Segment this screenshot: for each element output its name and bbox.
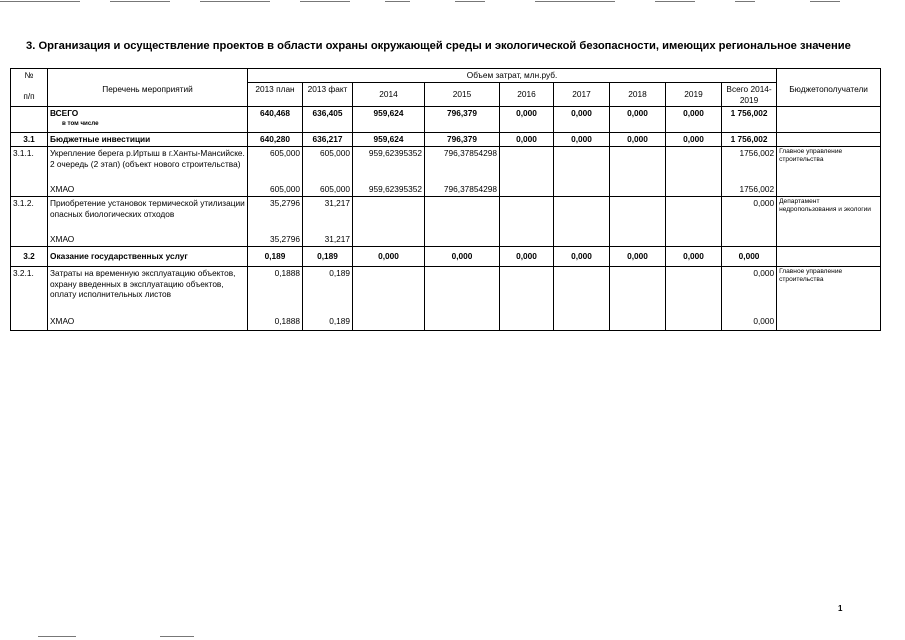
item-sub-name: ХМАО — [48, 233, 248, 247]
item-sub-value: 605,000 — [248, 183, 303, 197]
section-value: 1 756,002 — [722, 133, 777, 147]
item-sub-value: 796,37854298 — [425, 183, 500, 197]
header-num-bottom: п/п — [23, 91, 35, 101]
total-value: 796,379 — [425, 107, 500, 133]
total-num — [11, 107, 48, 133]
item-value — [425, 197, 500, 233]
item-sub-value — [666, 233, 722, 247]
section-value: 0,000 — [722, 247, 777, 267]
item-sub-num — [11, 315, 48, 331]
item-sub-value: 0,189 — [303, 315, 353, 331]
page-number: 1 — [838, 604, 843, 613]
header-cost: Объем затрат, млн.руб. — [248, 69, 777, 83]
total-value: 0,000 — [554, 107, 610, 133]
item-sub-value — [353, 315, 425, 331]
total-value: 959,624 — [353, 107, 425, 133]
item-value: 0,1888 — [248, 267, 303, 315]
item-sub-num — [11, 183, 48, 197]
section-value: 796,379 — [425, 133, 500, 147]
item-sub-value — [554, 183, 610, 197]
item-sub-row — [11, 315, 881, 331]
item-sub-value: 1756,002 — [722, 183, 777, 197]
item-value: 796,37854298 — [425, 147, 500, 183]
section-value: 0,000 — [666, 133, 722, 147]
section-name: Бюджетные инвестиции — [48, 133, 248, 147]
section-value: 0,000 — [610, 133, 666, 147]
item-num: 3.2.1. — [11, 267, 48, 315]
item-sub-value — [610, 315, 666, 331]
section-name: Оказание государственных услуг — [48, 247, 248, 267]
total-value: 0,000 — [500, 107, 554, 133]
total-value: 636,405 — [303, 107, 353, 133]
total-recipient — [777, 107, 881, 133]
section-recipient — [777, 247, 881, 267]
total-value: 1 756,002 — [722, 107, 777, 133]
item-value — [610, 147, 666, 183]
header-year: 2014 — [353, 83, 425, 107]
total-name-cell — [48, 107, 248, 133]
item-value: 35,2796 — [248, 197, 303, 233]
total-row — [11, 107, 881, 133]
section-num: 3.1 — [11, 133, 48, 147]
item-sub-value — [666, 315, 722, 331]
section-row — [11, 133, 881, 147]
section-recipient — [777, 133, 881, 147]
item-num: 3.1.1. — [11, 147, 48, 183]
item-sub-value — [425, 315, 500, 331]
header-num-top: № — [24, 70, 34, 80]
header-row — [11, 69, 881, 83]
item-value: 605,000 — [303, 147, 353, 183]
header-list: Перечень мероприятий — [48, 69, 248, 107]
total-value: 0,000 — [666, 107, 722, 133]
item-value — [500, 147, 554, 183]
item-value — [666, 147, 722, 183]
item-value — [666, 267, 722, 315]
item-value — [500, 267, 554, 315]
item-sub-value — [500, 183, 554, 197]
section-row — [11, 247, 881, 267]
item-row — [11, 267, 881, 315]
item-name: Затраты на временную эксплуатацию объектов, охрану введенных в эксплуатацию объектов, оплату исполнительных листов — [48, 267, 248, 315]
section-value: 959,624 — [353, 133, 425, 147]
section-value: 0,000 — [500, 133, 554, 147]
item-row — [11, 197, 881, 233]
item-value — [554, 197, 610, 233]
item-name: Укрепление берега р.Иртыш в г.Ханты-Мансийске. 2 очередь (2 этап) (объект нового строительства) — [48, 147, 248, 183]
header-year: 2019 — [666, 83, 722, 107]
item-value: 1756,002 — [722, 147, 777, 183]
section-value: 0,000 — [554, 247, 610, 267]
section-value: 0,000 — [500, 247, 554, 267]
item-sub-recipient — [777, 233, 881, 247]
item-sub-value — [554, 233, 610, 247]
section-value: 0,000 — [554, 133, 610, 147]
section-value: 0,000 — [610, 247, 666, 267]
item-value — [425, 267, 500, 315]
header-recipients: Бюджетополучатели — [777, 69, 881, 107]
header-year: 2013 факт — [303, 83, 353, 107]
total-value: 0,000 — [610, 107, 666, 133]
item-sub-value — [610, 183, 666, 197]
item-sub-value — [666, 183, 722, 197]
header-year: 2018 — [610, 83, 666, 107]
item-sub-value: 605,000 — [303, 183, 353, 197]
section-value: 640,280 — [248, 133, 303, 147]
item-sub-value — [722, 233, 777, 247]
item-value — [610, 197, 666, 233]
item-sub-name: ХМАО — [48, 183, 248, 197]
item-value — [353, 197, 425, 233]
item-sub-value — [610, 233, 666, 247]
item-value: 0,000 — [722, 267, 777, 315]
item-recipient: Главное управление строительства — [777, 147, 881, 183]
item-value — [500, 197, 554, 233]
item-sub-value: 0,000 — [722, 315, 777, 331]
item-sub-value: 31,217 — [303, 233, 353, 247]
item-value: 0,189 — [303, 267, 353, 315]
total-name: ВСЕГО — [50, 108, 79, 118]
header-year: 2013 план — [248, 83, 303, 107]
item-sub-row — [11, 233, 881, 247]
item-sub-value: 35,2796 — [248, 233, 303, 247]
section-value: 0,189 — [303, 247, 353, 267]
item-value — [353, 267, 425, 315]
section-value: 0,189 — [248, 247, 303, 267]
item-sub-value — [500, 315, 554, 331]
item-value: 605,000 — [248, 147, 303, 183]
item-name: Приобретение установок термической утилизации опасных биологических отходов — [48, 197, 248, 233]
item-row — [11, 147, 881, 183]
item-sub-recipient — [777, 315, 881, 331]
item-value — [666, 197, 722, 233]
item-sub-value — [425, 233, 500, 247]
section-value: 636,217 — [303, 133, 353, 147]
item-recipient: Главное управление строительства — [777, 267, 881, 315]
section-value: 0,000 — [353, 247, 425, 267]
item-sub-value — [554, 315, 610, 331]
section-num: 3.2 — [11, 247, 48, 267]
item-recipient: Департамент недропользования и экологии — [777, 197, 881, 233]
section-value: 0,000 — [666, 247, 722, 267]
item-sub-value: 0,1888 — [248, 315, 303, 331]
item-sub-name: ХМАО — [48, 315, 248, 331]
top-scan-artifact — [0, 0, 905, 4]
item-num: 3.1.2. — [11, 197, 48, 233]
item-sub-num — [11, 233, 48, 247]
header-year: Всего 2014-2019 — [722, 83, 777, 107]
item-sub-row — [11, 183, 881, 197]
item-value: 959,62395352 — [353, 147, 425, 183]
item-value — [554, 147, 610, 183]
item-sub-value — [500, 233, 554, 247]
item-sub-value: 959,62395352 — [353, 183, 425, 197]
page-title: 3. Организация и осуществление проектов в области охраны окружающей среды и экологической безопасности, имеющих региональное значение — [26, 40, 851, 52]
header-num-cell — [11, 69, 48, 107]
header-year: 2015 — [425, 83, 500, 107]
item-sub-value — [353, 233, 425, 247]
header-year: 2016 — [500, 83, 554, 107]
section-value: 0,000 — [425, 247, 500, 267]
total-sub: в том числе — [62, 119, 99, 127]
item-sub-recipient — [777, 183, 881, 197]
cost-table — [10, 68, 881, 331]
header-year: 2017 — [554, 83, 610, 107]
total-value: 640,468 — [248, 107, 303, 133]
item-value: 0,000 — [722, 197, 777, 233]
item-value — [554, 267, 610, 315]
item-value — [610, 267, 666, 315]
item-value: 31,217 — [303, 197, 353, 233]
